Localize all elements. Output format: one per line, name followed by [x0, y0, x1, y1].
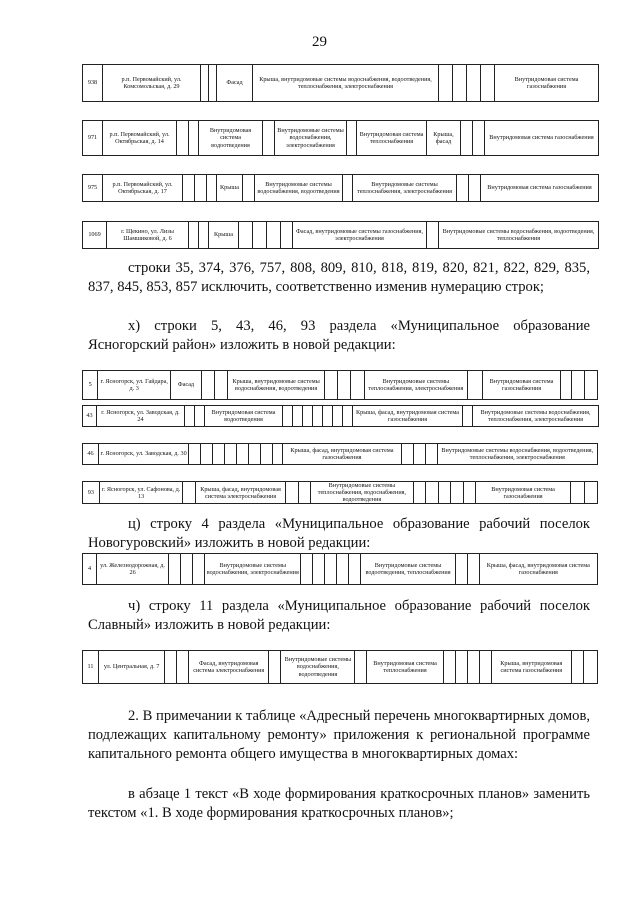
row-number: 938 — [83, 65, 103, 102]
work-cell: Крыша, фасад — [427, 121, 461, 156]
row-number: 4 — [83, 554, 97, 585]
table-row-5 — [82, 370, 598, 400]
work-cell: Крыша, фасад, внутридомовая система газоснабжения — [283, 444, 401, 465]
work-cell: Фасад — [217, 65, 253, 102]
row-address: г. Ясногорск, ул. Заводская, д. 24 — [97, 406, 185, 427]
table-row-1069 — [82, 221, 599, 249]
table-row-43 — [82, 405, 599, 427]
row-address: г. Щекино, ул. Лизы Шамшиковой, д. 6 — [107, 222, 189, 249]
work-cell: Внутридомовые системы водоснабжения, водоотведения, теплоснабжения — [439, 222, 599, 249]
work-cell: Внутридомовая система газоснабжения — [495, 65, 599, 102]
page-number: 29 — [312, 34, 327, 50]
row-address: р.п. Первомайский, ул. Комсомольская, д. 29 — [103, 65, 201, 102]
work-cell: Внутридомовые системы теплоснабжения, электроснабжения — [353, 175, 457, 202]
row-address: г. Ясногорск, ул. Заводская, д. 30 — [99, 444, 189, 465]
table-row-975 — [82, 174, 599, 202]
work-cell: Фасад, внутридомовые системы газоснабжения, электроснабжения — [293, 222, 427, 249]
excluded-strings-paragraph: строки 35, 374, 376, 757, 808, 809, 810, 818, 819, 820, 821, 822, 829, 835, 837, 845, 853, 857 исключить, соответственно изменив нумерацию строк; — [88, 260, 590, 295]
work-cell: Внутридомовая система теплоснабжения — [367, 651, 443, 684]
work-cell: Внутридомовая система водоотведения — [199, 121, 263, 156]
work-cell: Внутридомовые системы водоснабжения, водоотведения, теплоснабжения, электроснабжения — [437, 444, 597, 465]
row-address: ул. Железнодорожная, д. 26 — [97, 554, 169, 585]
item-2-subparagraph: в абзаце 1 текст «В ходе формирования краткосрочных планов» заменить текстом «1. В ходе формирования краткосрочных планов»; — [88, 786, 590, 821]
row-number: 43 — [83, 406, 97, 427]
work-cell: Крыша — [209, 222, 239, 249]
row-address: ул. Центральная, д. 7 — [99, 651, 165, 684]
table-row-93 — [82, 481, 598, 504]
work-cell: Внутридомовая система водоотведения — [205, 406, 283, 427]
item-x-paragraph: х) строки 5, 43, 46, 93 раздела «Муниципальное образование Ясногорский район» изложить в новой редакции: — [88, 318, 590, 353]
item-ch-paragraph: ч) строку 11 раздела «Муниципальное образование рабочий поселок Славный» изложить в новой редакции: — [88, 598, 590, 633]
work-cell: Внутридомовые системы водоснабжения, водоотведения — [281, 651, 355, 684]
work-cell: Внутридомовые системы теплоснабжения, водоснабжения, водоотведения — [311, 482, 414, 504]
work-cell: Внутридомовые системы водоснабжения, теплоснабжения, электроснабжения — [473, 406, 599, 427]
table-row-971 — [82, 120, 599, 156]
work-cell: Внутридомовые системы водоснабжения, электроснабжения — [205, 554, 301, 585]
table-row-11 — [82, 650, 598, 684]
work-cell: Внутридомовые системы теплоснабжения, электроснабжения — [364, 371, 467, 400]
row-address: р.п. Первомайский, ул. Октябрьская, д. 17 — [103, 175, 183, 202]
table-row-938 — [82, 64, 599, 102]
work-cell: Внутридомовые системы водоснабжения, электроснабжения — [275, 121, 347, 156]
work-cell: Внутридомовая система газоснабжения — [476, 482, 570, 504]
row-address: г. Ясногорск, ул. Гайдара, д. 3 — [98, 371, 171, 400]
row-number: 975 — [83, 175, 103, 202]
work-cell: Крыша — [217, 175, 243, 202]
work-cell: Крыша, фасад, внутридомовая система газоснабжения — [353, 406, 463, 427]
row-number: 46 — [83, 444, 99, 465]
row-number: 971 — [83, 121, 103, 156]
row-number: 5 — [83, 371, 98, 400]
work-cell: Внутридомовая система газоснабжения — [485, 121, 599, 156]
table-row-4 — [82, 553, 598, 585]
work-cell: Внутридомовая система газоснабжения — [483, 371, 560, 400]
work-cell: Внутридомовые системы водоснабжения, водоотведения — [255, 175, 343, 202]
work-cell: Крыша, фасад, внутридомовая система электроснабжения — [196, 482, 286, 504]
row-number: 1069 — [83, 222, 107, 249]
row-address: р.п. Первомайский, ул. Октябрьская, д. 14 — [103, 121, 177, 156]
work-cell: Внутридомовая система газоснабжения — [481, 175, 599, 202]
work-cell: Крыша, внутридомовая система газоснабжения — [491, 651, 571, 684]
item-2-paragraph: 2. В примечании к таблице «Адресный перечень многоквартирных домов, подлежащих капитальному ремонту» приложения к региональной программе капитального ремонта общего имущества в многоквартирных домах: — [88, 708, 590, 762]
row-number: 11 — [83, 651, 99, 684]
work-cell: Крыша, внутридомовые системы водоснабжения, водоотведения, теплоснабжения, электроснабжения — [253, 65, 439, 102]
row-number: 93 — [83, 482, 100, 504]
work-cell: Внутридомовая система теплоснабжения — [357, 121, 427, 156]
work-cell: Внутридомовые системы водоотведения, теплоснабжения — [361, 554, 455, 585]
row-address: г. Ясногорск, ул. Сафонова, д. 13 — [99, 482, 183, 504]
table-row-46 — [82, 443, 598, 465]
work-cell: Фасад, внутридомовая система электроснабжения — [189, 651, 269, 684]
work-cell: Крыша, фасад, внутридомовая система газоснабжения — [479, 554, 597, 585]
item-ts-paragraph: ц) строку 4 раздела «Муниципальное образование рабочий поселок Новогуровский» изложить в новой редакции: — [88, 516, 590, 551]
work-cell: Крыша, внутридомовые системы водоснабжения, водоотведения — [228, 371, 325, 400]
work-cell: Фасад — [171, 371, 202, 400]
